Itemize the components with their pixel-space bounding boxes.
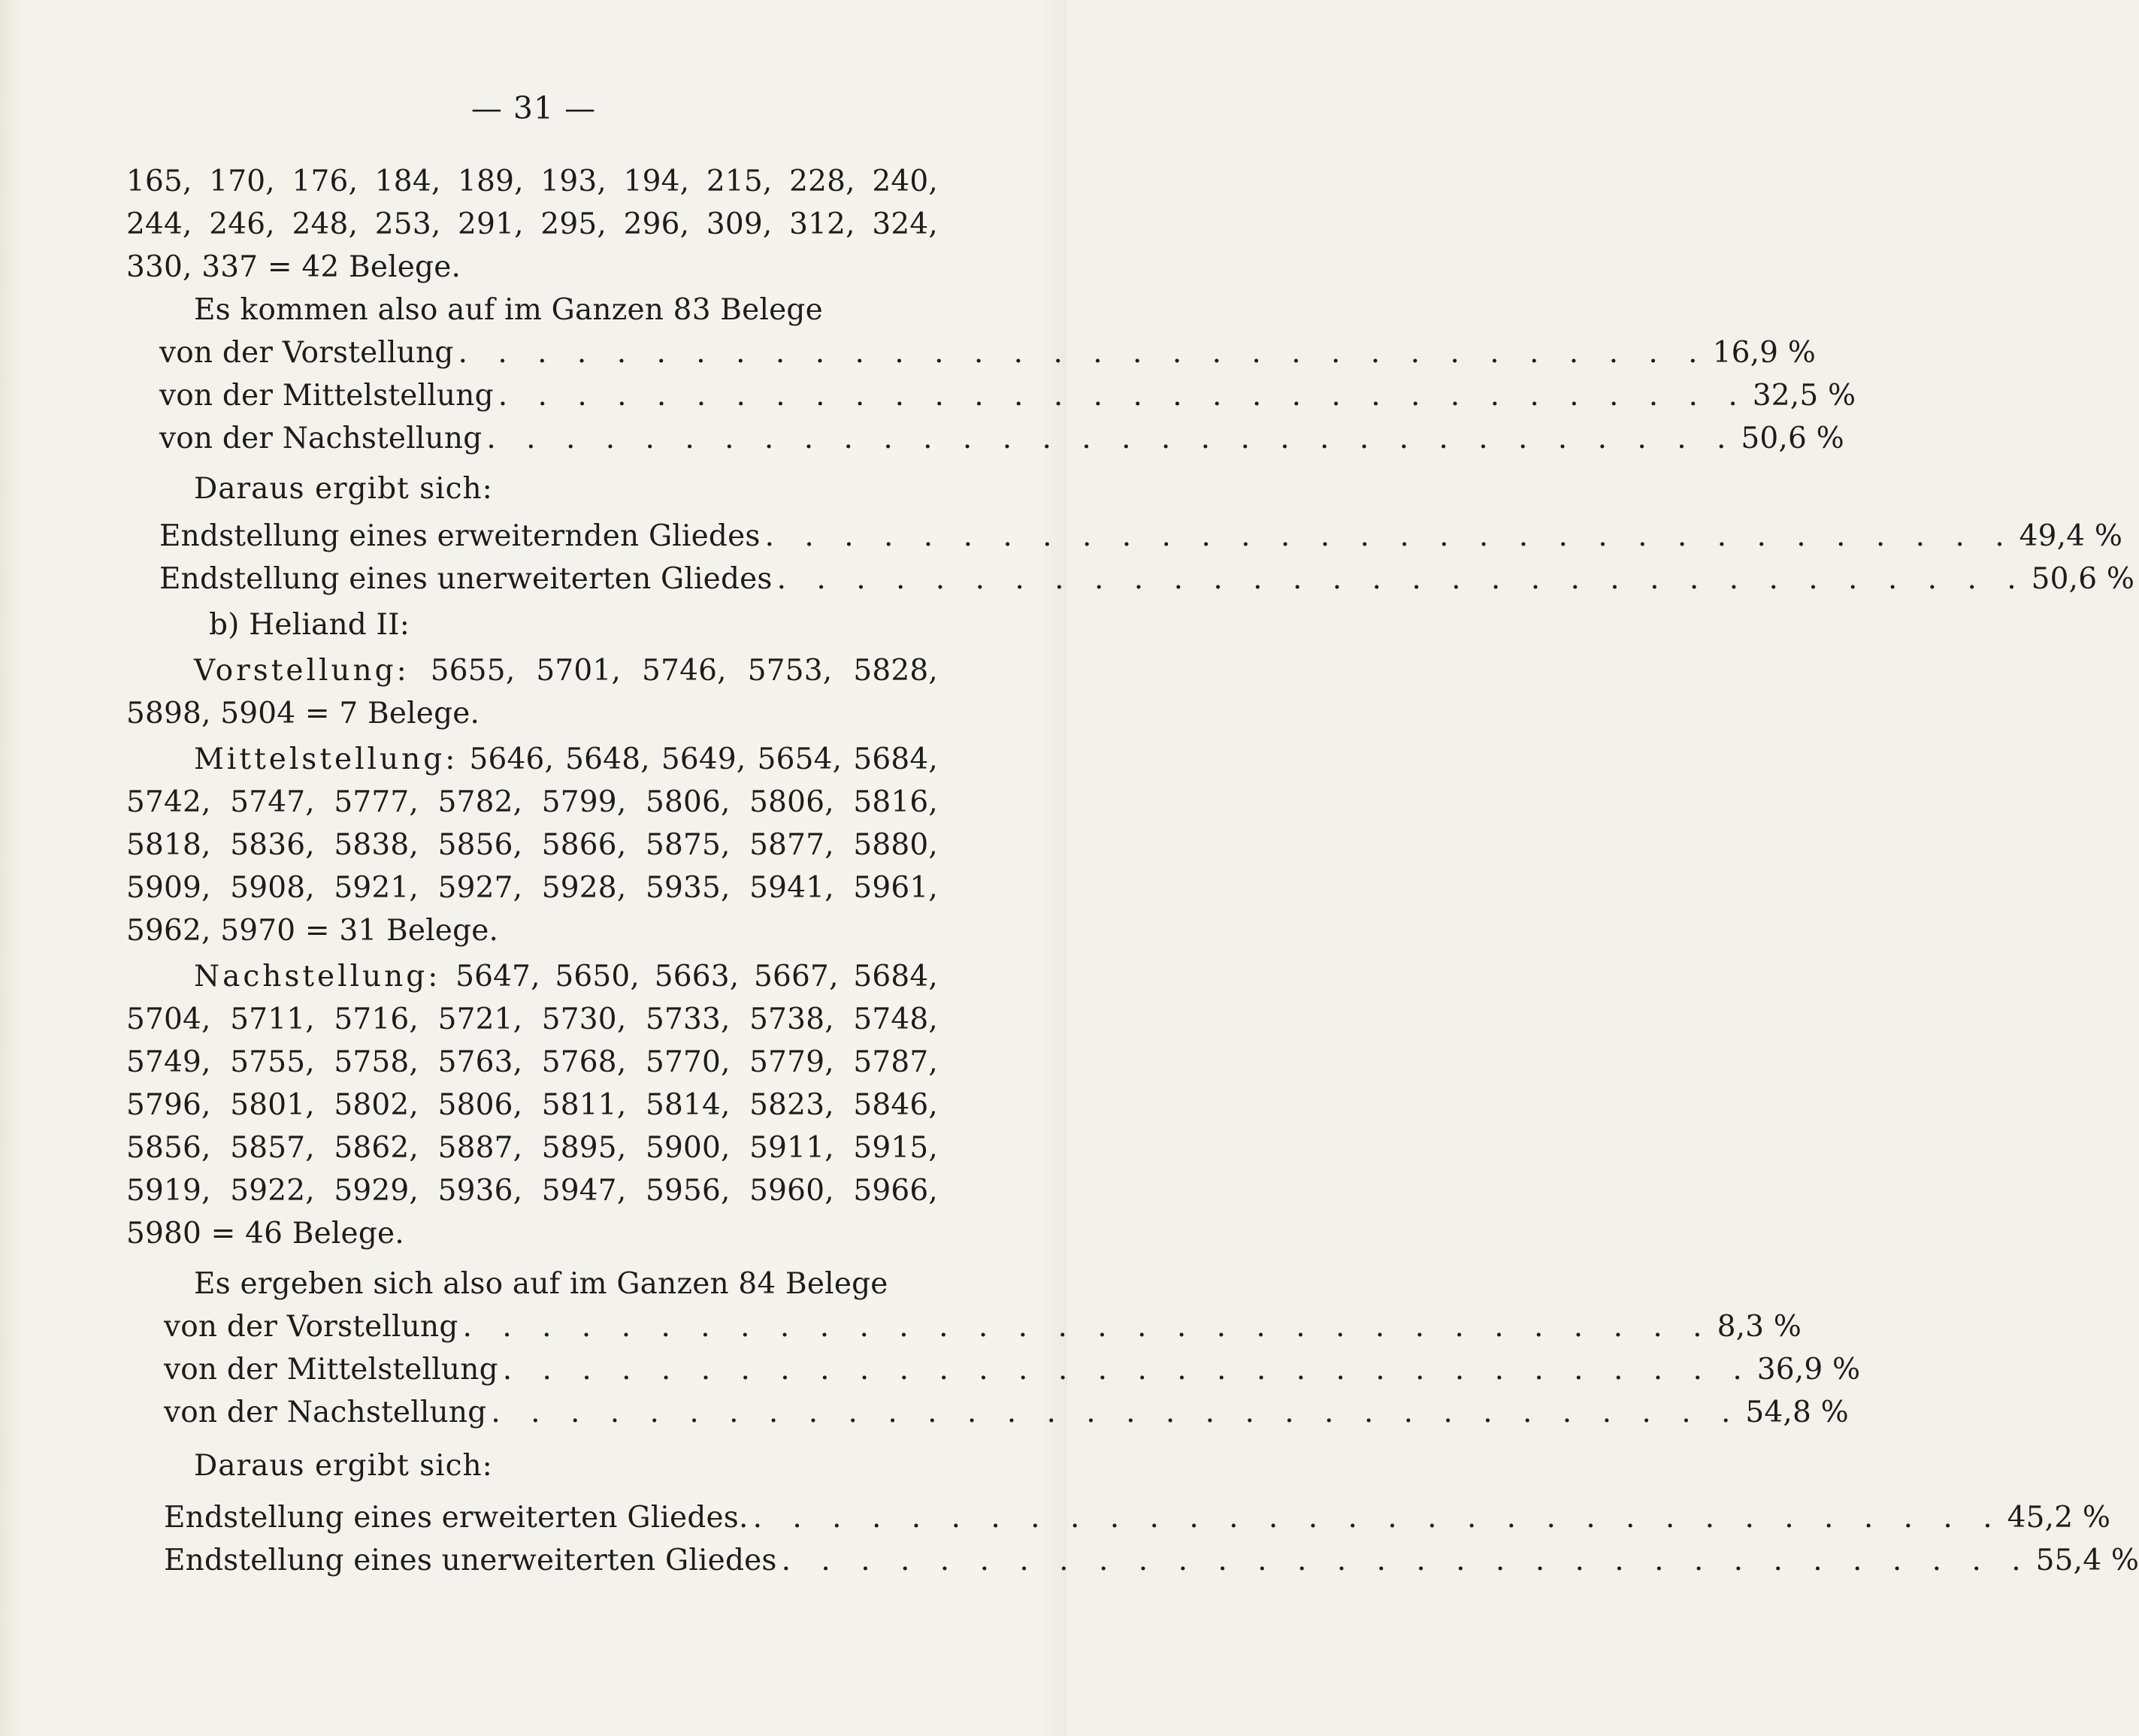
list-item — [159, 374, 1856, 417]
position-list-a — [126, 331, 1856, 460]
row-label: Endstellung eines erweiterten Gliedes. — [164, 1501, 749, 1535]
row-label: Endstellung eines unerweiterten Gliedes — [164, 1544, 777, 1577]
row-label: von der Mittelstellung — [159, 379, 494, 413]
list-item — [159, 417, 1844, 460]
row-value: 54,8 % — [1745, 1396, 1849, 1429]
list-item — [164, 1539, 2139, 1582]
leader-dots: . . . . . . . . . . . . . . . . . . . . . . . . . . . . . . . . — [502, 1353, 1753, 1387]
result-intro-a: Daraus ergibt sich: — [194, 472, 493, 506]
row-value: 45,2 % — [2007, 1501, 2111, 1535]
page-number: — 31 — — [470, 90, 597, 126]
row-label: Endstellung eines erweiternden Gliedes — [159, 519, 761, 553]
row-label: Endstellung eines unerweiterten Gliedes — [159, 562, 773, 596]
list-item — [159, 331, 1817, 374]
list-item — [164, 1391, 1849, 1434]
continuation-list: 165, 170, 176, 184, 189, 193, 194, 215, 228, 240, 244, 246, 248, 253, 291, 295, 296, 309, 312, 324, 330, 337 = 42 Belege. — [126, 165, 938, 284]
result-list-b — [126, 1496, 2139, 1582]
list-item — [164, 1496, 2111, 1539]
section-a — [126, 160, 2139, 1582]
row-value: 50,6 % — [2031, 562, 2135, 596]
row-value: 32,5 % — [1752, 379, 1856, 413]
vorstellung-label: Vorstellung: — [194, 654, 410, 688]
nachstellung-paragraph — [126, 955, 938, 1255]
list-item — [159, 558, 2135, 600]
mittelstellung-label: Mittelstellung: — [194, 742, 458, 776]
mittelstellung-paragraph — [126, 738, 938, 952]
list-item — [159, 515, 2123, 558]
row-label: von der Mittelstellung — [164, 1353, 498, 1387]
mittelstellung-list: 5646, 5648, 5649, 5654, 5684, 5742, 5747, 5777, 5782, 5799, 5806, 5806, 5816, 5818, 5836, 5838, 5856, 5866, 5875, 5877, 5880, 5909, 5908, 5921, 5927, 5928, 5935, 5941, 5961, 5962, 5970 = 31 Belege. — [126, 742, 938, 948]
vorstellung-paragraph — [126, 649, 938, 735]
leader-dots: . . . . . . . . . . . . . . . . . . . . . . . . . . . . . . . . — [458, 336, 1708, 370]
leader-dots: . . . . . . . . . . . . . . . . . . . . . . . . . . . . . . . . — [486, 422, 1737, 455]
position-list-b — [126, 1305, 1861, 1434]
result-list-a — [126, 515, 2135, 600]
leader-dots: . . . . . . . . . . . . . . . . . . . . . . . . . . . . . . . . — [752, 1501, 2003, 1535]
row-label: von der Vorstellung — [164, 1310, 458, 1344]
leader-dots: . . . . . . . . . . . . . . . . . . . . . . . . . . . . . . . . — [781, 1544, 2032, 1577]
vorstellung-list: 5655, 5701, 5746, 5753, 5828, 5898, 5904 = 7 Belege. — [126, 654, 938, 730]
summary-intro-b: Es ergeben sich also auf im Ganzen 84 Belege — [194, 1267, 888, 1301]
result-intro-b: Daraus ergibt sich: — [194, 1449, 493, 1483]
row-value: 49,4 % — [2019, 519, 2123, 553]
leader-dots: . . . . . . . . . . . . . . . . . . . . . . . . . . . . . . . . — [776, 562, 2027, 596]
list-item — [164, 1348, 1861, 1391]
leader-dots: . . . . . . . . . . . . . . . . . . . . . . . . . . . . . . . . — [491, 1396, 1741, 1429]
row-label: von der Vorstellung — [159, 336, 454, 370]
row-value: 50,6 % — [1741, 422, 1844, 455]
section-heading-b: b) Heliand II: — [209, 608, 410, 642]
nachstellung-label: Nachstellung: — [194, 960, 441, 994]
row-label: von der Nachstellung — [164, 1396, 487, 1429]
row-value: 16,9 % — [1712, 336, 1817, 370]
leader-dots: . . . . . . . . . . . . . . . . . . . . . . . . . . . . . . . . — [462, 1310, 1713, 1344]
list-item — [164, 1305, 1802, 1348]
leader-dots: . . . . . . . . . . . . . . . . . . . . . . . . . . . . . . . . — [764, 519, 2015, 553]
row-value: 8,3 % — [1717, 1310, 1802, 1344]
row-value: 55,4 % — [2035, 1544, 2139, 1577]
row-value: 36,9 % — [1756, 1353, 1861, 1387]
summary-intro-a: Es kommen also auf im Ganzen 83 Belege — [194, 293, 823, 327]
leader-dots: . . . . . . . . . . . . . . . . . . . . . . . . . . . . . . . . — [498, 379, 1748, 413]
nachstellung-list: 5647, 5650, 5663, 5667, 5684, 5704, 5711, 5716, 5721, 5730, 5733, 5738, 5748, 5749, 5755, 5758, 5763, 5768, 5770, 5779, 5787, 5796, 5801, 5802, 5806, 5811, 5814, 5823, 5846, 5856, 5857, 5862, 5887, 5895, 5900, 5911, 5915, 5919, 5922, 5929, 5936, 5947, 5956, 5960, 5966, 5980 = 46 Belege. — [126, 960, 938, 1251]
row-label: von der Nachstellung — [159, 422, 483, 455]
